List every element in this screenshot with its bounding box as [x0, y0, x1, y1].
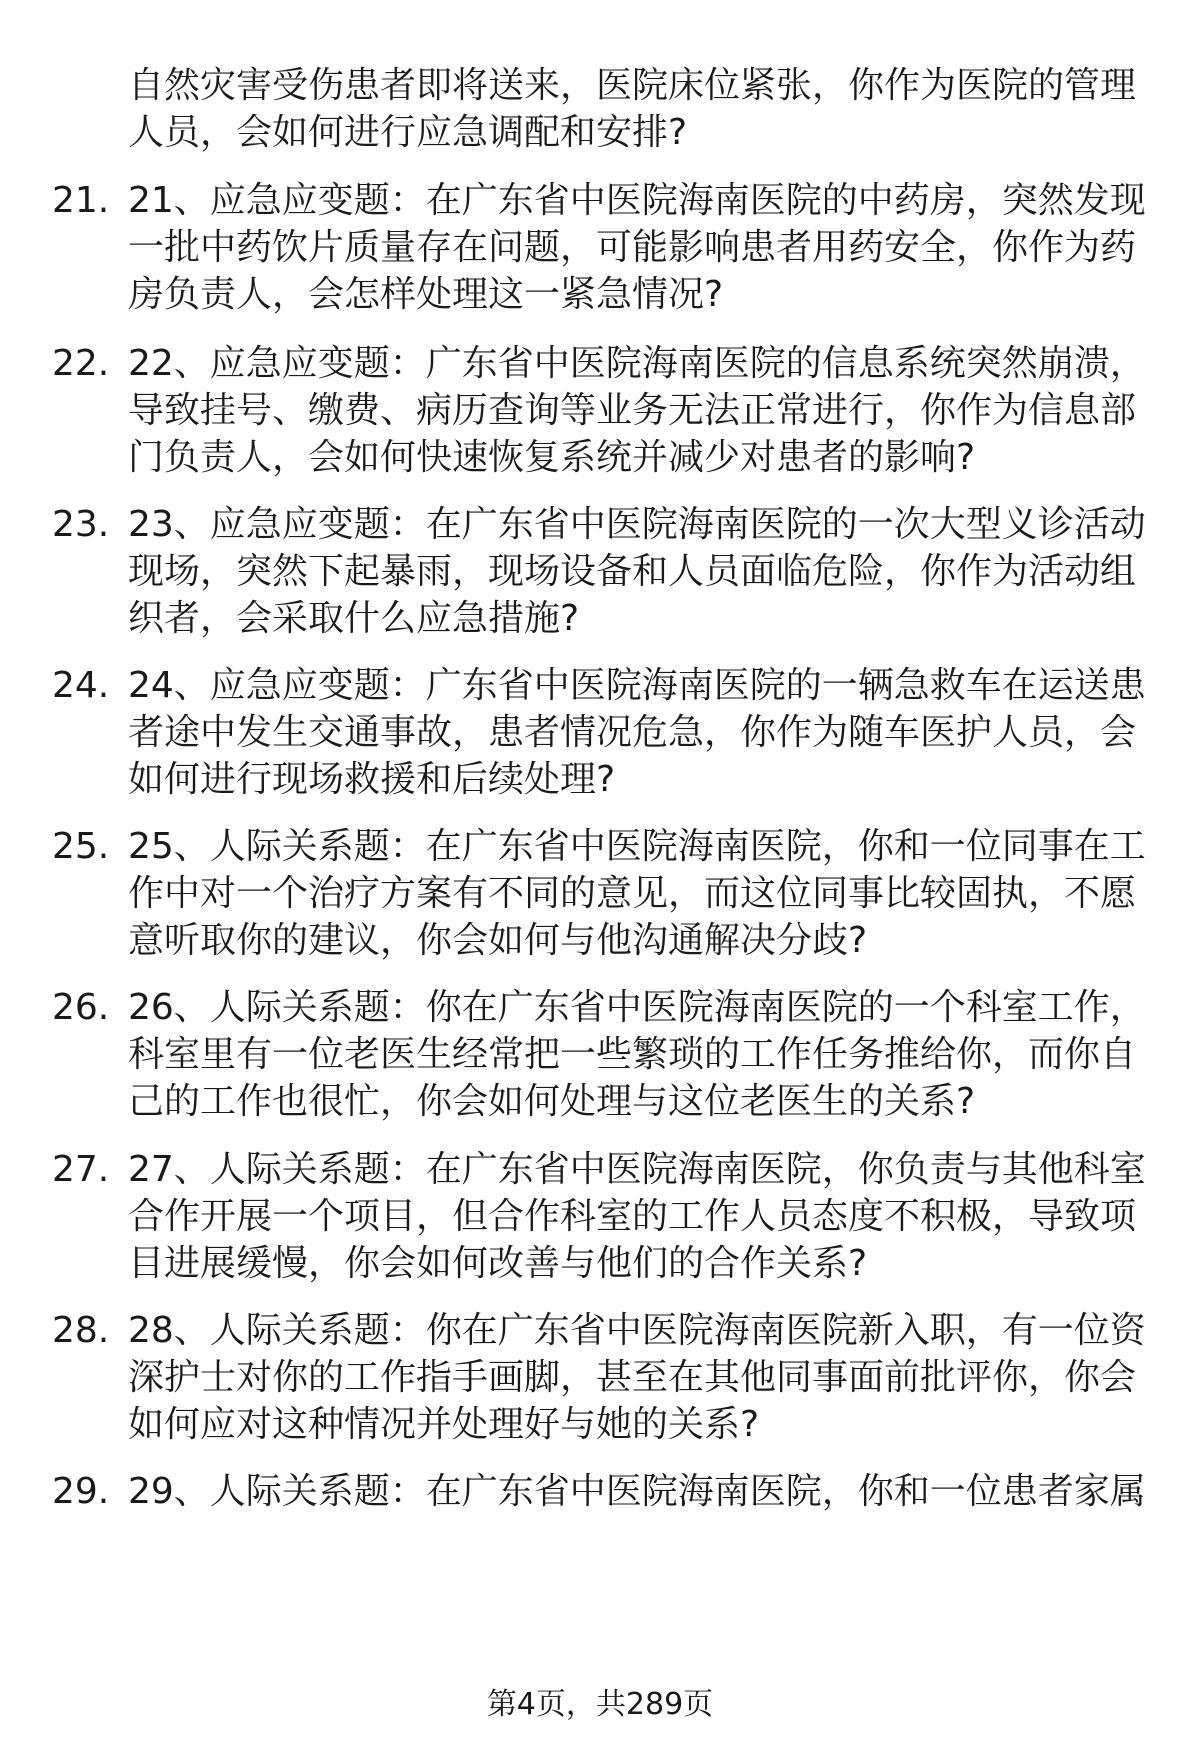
item-number: 23. [52, 504, 110, 545]
item-number: 29. [52, 1471, 110, 1512]
item-text: 27、人际关系题：在广东省中医院海南医院，你负责与其他科室合作开展一个项目，但合作科室的工作人员态度不积极，导致项目进展缓慢，你会如何改善与他们的合作关系? [128, 1149, 1146, 1284]
item-text: 25、人际关系题：在广东省中医院海南医院，你和一位同事在工作中对一个治疗方案有不同的意见，而这位同事比较固执，不愿意听取你的建议，你会如何与他沟通解决分歧? [128, 826, 1146, 961]
item-number: 27. [52, 1149, 110, 1190]
page-footer: 第4页，共289页 [486, 1687, 714, 1722]
item-number: 21. [52, 180, 110, 221]
item-number: 26. [52, 987, 110, 1028]
item-text: 26、人际关系题：你在广东省中医院海南医院的一个科室工作，科室里有一位老医生经常把一些繁琐的工作任务推给你，而你自己的工作也很忙，你会如何处理与这位老医生的关系? [128, 987, 1146, 1122]
item-text: 28、人际关系题：你在广东省中医院海南医院新入职，有一位资深护士对你的工作指手画脚，甚至在其他同事面前批评你，你会如何应对这种情况并处理好与她的关系? [128, 1310, 1146, 1445]
item-text: 23、应急应变题：在广东省中医院海南医院的一次大型义诊活动现场，突然下起暴雨，现场设备和人员面临危险，你作为活动组织者，会采取什么应急措施? [128, 504, 1146, 639]
item-text: 24、应急应变题：广东省中医院海南医院的一辆急救车在运送患者途中发生交通事故，患者情况危急，你作为随车医护人员，会如何进行现场救援和后续处理? [128, 665, 1146, 800]
item-text: 29、人际关系题：在广东省中医院海南医院，你和一位患者家属 [128, 1471, 1146, 1512]
intro-paragraph: 自然灾害受伤患者即将送来，医院床位紧张，你作为医院的管理人员，会如何进行应急调配和安排? [128, 65, 1137, 153]
item-number: 24. [52, 665, 110, 706]
item-number: 25. [52, 826, 110, 867]
item-text: 21、应急应变题：在广东省中医院海南医院的中药房，突然发现一批中药饮片质量存在问题，可能影响患者用药安全，你作为药房负责人，会怎样处理这一紧急情况? [128, 180, 1146, 315]
item-number: 28. [52, 1310, 110, 1351]
item-text: 22、应急应变题：广东省中医院海南医院的信息系统突然崩溃，导致挂号、缴费、病历查询等业务无法正常进行，你作为信息部门负责人，会如何快速恢复系统并减少对患者的影响? [128, 343, 1146, 478]
item-number: 22. [52, 343, 110, 384]
